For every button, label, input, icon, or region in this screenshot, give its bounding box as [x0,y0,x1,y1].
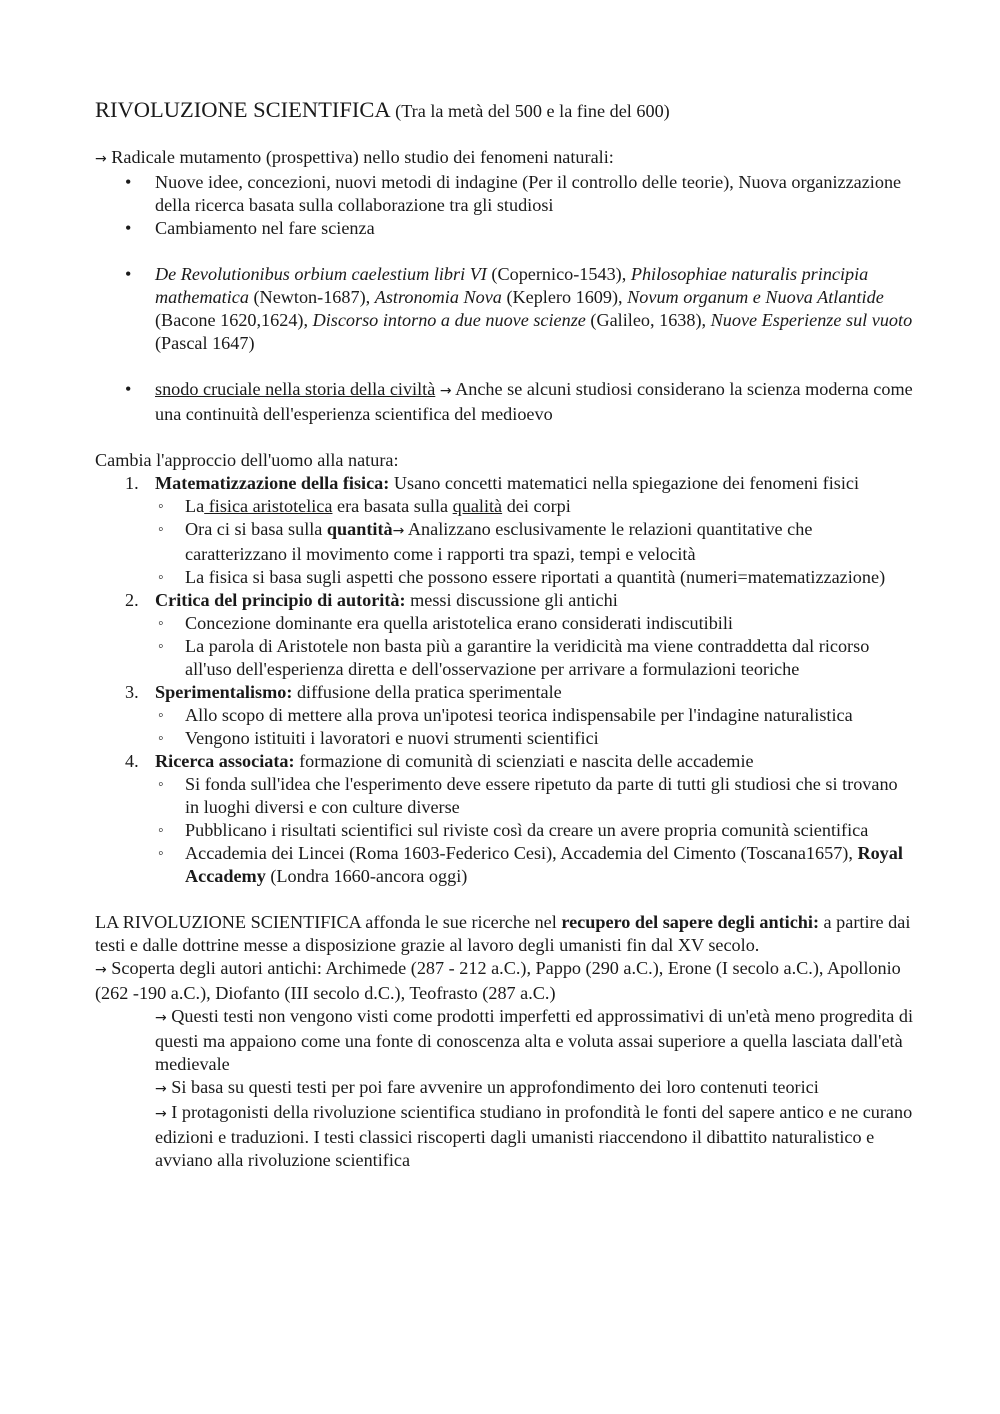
approach-list [95,472,915,888]
bullet-list-works [95,263,915,355]
underlined-phrase: qualità [452,496,503,516]
bold-phrase: recupero del sapere degli antichi: [561,912,819,932]
intro-text: Radicale mutamento (prospettiva) nello studio dei fenomeni naturali: [111,147,614,167]
arrow-icon: → [155,1010,167,1026]
work-title: Nuove Esperienze sul vuoto [710,310,913,330]
item-heading: Ricerca associata: [155,751,295,771]
closing-text: a partire dai testi e dalle dottrine messe a disposizione grazie al lavoro degli umanisti fin dal XV secolo. [95,912,911,955]
sub-text: La [185,496,205,516]
arrow-icon: → [155,1106,167,1122]
bullet-item: • Nuove idee, concezioni, nuovi metodi di indagine (Per il controllo delle teorie), Nuova organizzazione della ricerca basata sulla collaborazione tra gli studiosi [95,171,915,217]
sub-text: Analizzano esclusivamente le relazioni quantitative che caratterizzano il movimento come i rapporti tra spazi, tempi e velocità [185,519,813,564]
arrow-note [95,1101,915,1172]
sub-text: Ora ci si basa sulla [185,519,327,539]
item-number: 1. [125,473,139,493]
item-text: diffusione della pratica sperimentale [292,682,562,702]
bullet-list-civilta [95,378,915,426]
work-title: Philosophiae naturalis principia mathematica [155,264,869,307]
item-heading: Sperimentalismo: [155,682,293,702]
arrow-icon: → [95,151,107,167]
sub-list [155,495,915,589]
approach-item-1 [95,472,915,589]
bold-phrase: Royal Accademy [185,843,903,886]
sub-item: ◦ Si fonda sull'idea che l'esperimento deve essere ripetuto da parte di tutti gli studiosi che si trovano in luoghi diversi e con culture diverse [155,773,915,819]
work-info: (Keplero 1609), [501,287,628,307]
closing-paragraph [95,911,915,957]
note-text: Si basa su questi testi per poi fare avvenire un approfondimento dei loro contenuti teorici [166,1077,819,1097]
sub-item: ◦ Vengono istituiti i lavoratori e nuovi strumenti scientifici [155,727,915,750]
title-main: RIVOLUZIONE SCIENTIFICA [95,97,391,122]
work-title: De Revolutionibus orbium caelestium libri VI [155,264,487,284]
work-info: (Galileo, 1638), [585,310,711,330]
work-info: (Copernico-1543), [486,264,631,284]
sub-list [155,612,915,681]
note-text: Questi testi non vengono visti come prodotti imperfetti ed approssimativi di un'età meno progredita di questi ma appaiono come una fonte di conoscenza alta e voluta assai superiore a quella lasciata dall'età medievale [155,1006,914,1074]
title-subtitle: (Tra la metà del 500 e la fine del 600) [395,101,670,121]
bullet-list-1 [95,171,915,240]
approach-item-3 [95,681,915,750]
note-text: I protagonisti della rivoluzione scientifica studiano in profondità le fonti del sapere antico e ne curano edizioni e traduzioni. I testi classici riscoperti dagli umanisti riaccendono il dibattito naturalistico e avviano alla rivoluzione scientifica [155,1102,913,1170]
work-title: Discorso intorno a due nuove scienze [312,310,586,330]
authors-paragraph [95,957,915,1005]
sub-item: ◦ Allo scopo di mettere alla prova un'ipotesi teorica indispensabile per l'indagine naturalistica [155,704,915,727]
work-info: (Pascal 1647) [155,333,255,353]
authors-text: Scoperta degli autori antichi: Archimede (287 - 212 a.C.), Pappo (290 a.C.), Erone (I secolo a.C.), Apollonio (262 -190 a.C.), Diofanto (III secolo d.C.), Teofrasto (287 a.C.) [95,958,901,1003]
arrow-note [95,1005,915,1076]
sub-text: Accademia dei Lincei (Roma 1603-Federico Cesi), Accademia del Cimento (Toscana1657), [185,843,858,863]
approach-heading: Cambia l'approccio dell'uomo alla natura: [95,450,399,470]
sub-item [155,495,915,518]
arrow-icon: → [95,962,107,978]
sub-text: (Londra 1660-ancora oggi) [265,866,468,886]
sub-text: dei corpi [502,496,571,516]
item-number: 4. [125,751,139,771]
item-heading: Matematizzazione della fisica: [155,473,390,493]
arrow-icon: → [155,1081,167,1097]
sub-item [155,842,915,888]
approach-item-2 [95,589,915,681]
item-heading: Critica del principio di autorità: [155,590,406,610]
underlined-phrase: fisica aristotelica [204,496,333,516]
work-info: (Newton-1687), [248,287,375,307]
underlined-phrase: snodo cruciale nella storia della civiltà [155,379,436,399]
work-info: (Bacone 1620,1624), [155,310,313,330]
arrow-icon: → [439,383,452,399]
bullet-item: • Cambiamento nel fare scienza [95,217,915,240]
sub-list [155,773,915,888]
intro-line [95,146,915,171]
bullet-item-works [95,263,915,355]
item-number: 3. [125,682,139,702]
arrow-notes [95,1005,915,1172]
item-text: formazione di comunità di scienziati e nascita delle accademie [294,751,754,771]
sub-item: ◦ Concezione dominante era quella aristotelica erano considerati indiscutibili [155,612,915,635]
sub-item: ◦ La fisica si basa sugli aspetti che possono essere riportati a quantità (numeri=matematizzazione) [155,566,915,589]
sub-item [155,518,915,566]
work-title: Novum organum e Nuova Atlantide [627,287,884,307]
closing-text: LA RIVOLUZIONE SCIENTIFICA affonda le sue ricerche nel [95,912,562,932]
sub-text: era basata sulla [332,496,453,516]
bullet-item-civilta [95,378,915,426]
bold-phrase: quantità [326,519,393,539]
item-text: messi discussione gli antichi [405,590,618,610]
sub-item: ◦ Pubblicano i risultati scientifici sul riviste così da creare un avere propria comunità scientifica [155,819,915,842]
document-title [95,96,915,125]
sub-list [155,704,915,750]
item-number: 2. [125,590,139,610]
sub-item: ◦ La parola di Aristotele non basta più a garantire la veridicità ma viene contraddetta dal ricorso all'uso dell'esperienza diretta e dell'osservazione per arrivare a formulazioni teoriche [155,635,915,681]
approach-item-4 [95,750,915,888]
arrow-note [95,1076,915,1101]
work-title: Astronomia Nova [374,287,502,307]
item-text: Usano concetti matematici nella spiegazione dei fenomeni fisici [389,473,860,493]
bullet-text: Anche se alcuni studiosi considerano la scienza moderna come una continuità dell'esperienza scientifica del medioevo [155,379,913,424]
document-page [95,96,915,1172]
arrow-icon: → [392,523,405,539]
